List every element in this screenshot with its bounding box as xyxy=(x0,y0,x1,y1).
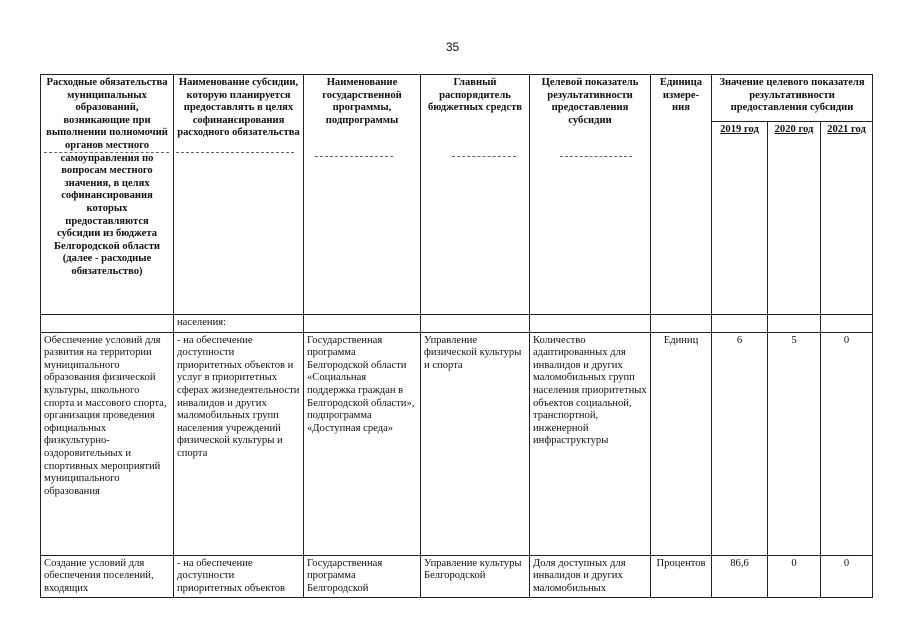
row2-unit: Процентов xyxy=(651,555,712,598)
header-subsidy-name: Наименование субсидии, которую планируется предоставлять в целях софинансирования расходного обязательства xyxy=(174,75,304,315)
table-row xyxy=(41,332,873,555)
row1-manager: Управление физической культуры и спорта xyxy=(421,332,530,555)
continuation-row xyxy=(41,315,873,333)
row2-obligation: Создание условий для обеспечения поселений, входящих xyxy=(41,555,174,598)
continuation-cell-2: населения: xyxy=(174,315,304,333)
scan-dash-line xyxy=(176,152,294,153)
row2-subsidy: - на обеспечение доступности приоритетных объектов xyxy=(174,555,304,598)
continuation-cell-1 xyxy=(41,315,174,333)
row1-unit: Единиц xyxy=(651,332,712,555)
page-number: 35 xyxy=(445,40,460,54)
continuation-cell-7 xyxy=(712,315,768,333)
row1-value-2020: 5 xyxy=(768,332,821,555)
row1-value-2019: 6 xyxy=(712,332,768,555)
continuation-cell-9 xyxy=(821,315,873,333)
row1-value-2021: 0 xyxy=(821,332,873,555)
row1-obligation: Обеспечение условий для развития на территории муниципального образования физической культуры, школьного спорта и массового спорта, организация проведения официальных физкультурно-оздоровительных и спортивных мероприятий муниципального образования xyxy=(41,332,174,555)
row1-program: Государственная программа Белгородской области «Социальная поддержка граждан в Белгородской области», подпрограмма «Доступная среда» xyxy=(304,332,421,555)
scan-dash-line xyxy=(560,156,632,157)
row1-subsidy: - на обеспечение доступности приоритетных объектов и услуг в приоритетных сферах жизнедеятельности инвалидов и других маломобильных групп населения учреждений физической культуры и спорта xyxy=(174,332,304,555)
header-unit: Единица измере-ния xyxy=(651,75,712,315)
header-year-2020: 2020 год xyxy=(768,122,821,315)
table-row xyxy=(41,555,873,598)
header-indicator-value: Значение целевого показателя результативности предоставления субсидии xyxy=(712,75,873,122)
header-row xyxy=(41,75,873,122)
continuation-cell-6 xyxy=(651,315,712,333)
row2-manager: Управление культуры Белгородской xyxy=(421,555,530,598)
row2-value-2019: 86,6 xyxy=(712,555,768,598)
row1-indicator: Количество адаптированных для инвалидов и других маломобильных групп населения приоритетных объектов социальной, транспортной, инженерной инфраструктуры xyxy=(530,332,651,555)
continuation-cell-3 xyxy=(304,315,421,333)
header-target-indicator: Целевой показатель результативности предоставления субсидии xyxy=(530,75,651,315)
scan-dash-line xyxy=(44,152,169,153)
scan-dash-line xyxy=(315,156,393,157)
continuation-cell-4 xyxy=(421,315,530,333)
header-year-2019: 2019 год xyxy=(712,122,768,315)
header-year-2021: 2021 год xyxy=(821,122,873,315)
scan-dash-line xyxy=(452,156,516,157)
header-program: Наименование государственной программы, подпрограммы xyxy=(304,75,421,315)
continuation-cell-8 xyxy=(768,315,821,333)
continuation-cell-5 xyxy=(530,315,651,333)
row2-value-2020: 0 xyxy=(768,555,821,598)
row2-program: Государственная программа Белгородской xyxy=(304,555,421,598)
header-obligations: Расходные обязательства муниципальных образований, возникающие при выполнении полномочий органов местного самоуправления по вопросам местного значения, в целях софинансирования которых предоставляются субсидии из бюджета Белгородской области (далее - расходные обязательство) xyxy=(41,75,174,315)
header-budget-manager: Главный распорядитель бюджетных средств xyxy=(421,75,530,315)
row2-value-2021: 0 xyxy=(821,555,873,598)
row2-indicator: Доля доступных для инвалидов и других маломобильных xyxy=(530,555,651,598)
